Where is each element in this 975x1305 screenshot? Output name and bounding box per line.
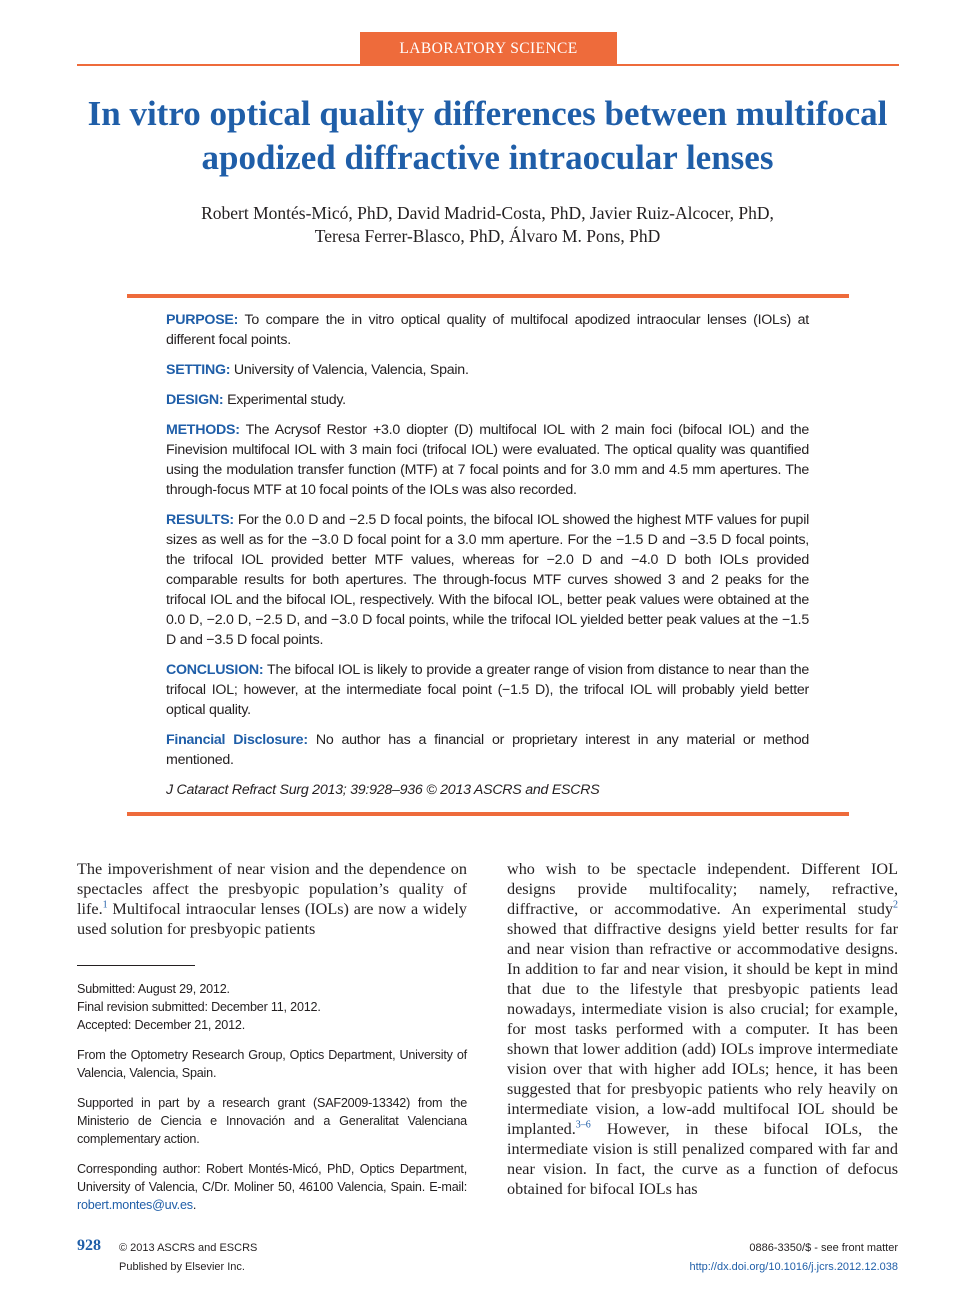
- journal-citation: J Cataract Refract Surg 2013; 39:928–936 © 2013 ASCRS and ESCRS: [166, 782, 600, 798]
- methods-text: The Acrysof Restor +3.0 diopter (D) multifocal IOL with 2 main foci (bifocal IOL) and the Finevision multifocal IOL with 3 main foci (trifocal IOL) were evaluated. The optical quality was quantified using the modulation transfer function (MTF) at 7 focal points and for 3.0 mm and 4.5 mm apertures. The through-focus MTF at 10 focal points of the IOLs was also recorded.: [166, 422, 809, 498]
- accepted-date: Accepted: December 21, 2012.: [77, 1018, 246, 1032]
- abstract-conclusion: [166, 660, 809, 720]
- footer-right: [689, 1239, 898, 1277]
- methods-label: METHODS:: [166, 422, 240, 438]
- purpose-text: To compare the in vitro optical quality of multifocal apodized intraocular lenses (IOLs) at different focal points.: [166, 312, 809, 348]
- affiliation: From the Optometry Research Group, Optics Department, University of Valencia, Valencia, Spain.: [77, 1048, 467, 1080]
- setting-label: SETTING:: [166, 362, 231, 378]
- reference-link-1[interactable]: 1: [102, 899, 108, 911]
- conclusion-label: CONCLUSION:: [166, 662, 264, 678]
- abstract-top-rule: [127, 294, 849, 298]
- submitted-date: Submitted: August 29, 2012.: [77, 982, 230, 996]
- abstract-results: [166, 510, 809, 650]
- authors-line-1: Robert Montés-Micó, PhD, David Madrid-Costa, PhD, Javier Ruiz-Alcocer, PhD,: [201, 203, 774, 223]
- body-left-text-a: The impoverishment of near vision and the dependence on spectacles affect the presbyopic population’s quality of life.: [77, 860, 467, 918]
- abstract-disclosure: [166, 730, 809, 770]
- page-number: 928: [77, 1237, 101, 1254]
- body-column-left: [77, 859, 467, 939]
- abstract: [166, 310, 809, 810]
- body-right-text-b: showed that diffractive designs yield better results for far and near vision than refractive or accommodative designs. In addition to far and near vision, it should be kept in mind that due to the lifestyle that presbyopic patients lead nowadays, intermediate vision is also crucial; for example, for most tasks performed with a computer. It has been shown that lower addition (add) IOLs improve intermediate vision over that with higher add IOLs; hence, it has been suggested that for presbyopic patients who rely heavily on intermediate vision, a low-add multifocal IOL should be implanted.: [507, 920, 898, 1138]
- results-label: RESULTS:: [166, 512, 234, 528]
- corresponding-text: Corresponding author: Robert Montés-Micó, PhD, Optics Department, University of Valencia, C/Dr. Moliner 50, 46100 Valencia, Spain. E-mail:: [77, 1162, 467, 1194]
- corresponding-author: [77, 1160, 467, 1214]
- authors-line-2: Teresa Ferrer-Blasco, PhD, Álvaro M. Pons, PhD: [314, 226, 661, 246]
- abstract-bottom-rule: [127, 812, 849, 816]
- footer-copyright: © 2013 ASCRS and ESCRS: [119, 1242, 258, 1254]
- footer-left: [119, 1239, 257, 1277]
- body-left-text-b: Multifocal intraocular lenses (IOLs) are now a widely used solution for presbyopic patients: [77, 900, 467, 938]
- footer-issn: 0886-3350/$ - see front matter: [749, 1242, 898, 1254]
- body-right-text-c: However, in these bifocal IOLs, the intermediate vision is still penalized compared with far and near vision. In fact, the curve as a function of defocus obtained for bifocal IOLs has: [507, 1120, 898, 1198]
- abstract-purpose: [166, 310, 809, 350]
- footnotes: [77, 980, 467, 1226]
- section-label: LABORATORY SCIENCE: [360, 32, 617, 65]
- purpose-label: PURPOSE:: [166, 312, 239, 328]
- conclusion-text: The bifocal IOL is likely to provide a greater range of vision from distance to near than the trifocal IOL; however, at the intermediate focal point (−1.5 D), the trifocal IOL will probably yield better optical quality.: [166, 662, 809, 718]
- disclosure-text: No author has a financial or proprietary interest in any material or method mentioned.: [166, 732, 809, 768]
- reference-link-3-6[interactable]: 3–6: [575, 1119, 591, 1131]
- design-text: Experimental study.: [223, 392, 346, 408]
- disclosure-label: Financial Disclosure:: [166, 732, 308, 748]
- design-label: DESIGN:: [166, 392, 224, 408]
- body-column-right: [507, 859, 898, 1199]
- abstract-design: [166, 390, 809, 410]
- final-revision-date: Final revision submitted: December 11, 2012.: [77, 1000, 321, 1014]
- reference-link-2[interactable]: 2: [893, 899, 898, 911]
- email-link[interactable]: robert.montes@uv.es: [77, 1198, 193, 1212]
- footnote-rule: [77, 965, 195, 966]
- body-right-text-a: who wish to be spectacle independent. Different IOL designs provide multifocality; namely, refractive, diffractive, or accommodative. An experimental study: [507, 860, 898, 918]
- abstract-methods: [166, 420, 809, 500]
- corresponding-end: .: [192, 1198, 197, 1212]
- results-text: For the 0.0 D and −2.5 D focal points, the bifocal IOL showed the highest MTF values for pupil sizes as well as for the −3.0 D focal point for a 3.0 mm aperture. For the −1.5 D and −3.5 D focal points, the trifocal IOL provided better MTF values, whereas for −2.0 D and −4.0 D both IOLs provided comparable results for both apertures. The through-focus MTF curves showed 3 and 2 peaks for the trifocal IOL and the bifocal IOL, respectively. With the bifocal IOL, better peak values were obtained at the 0.0 D, −2.0 D, −2.5 D, and −3.0 D focal points, while the trifocal IOL yielded better peak values at the −1.5 D and −3.5 D focal points.: [166, 512, 809, 648]
- footer-publisher: Published by Elsevier Inc.: [119, 1261, 245, 1273]
- abstract-setting: [166, 360, 809, 380]
- header-rule: [77, 64, 899, 66]
- doi-link[interactable]: http://dx.doi.org/10.1016/j.jcrs.2012.12.038: [689, 1261, 898, 1273]
- article-title: In vitro optical quality differences between multifocal apodized diffractive intraocular lenses: [87, 94, 888, 177]
- setting-text: University of Valencia, Valencia, Spain.: [230, 362, 469, 378]
- funding-note: Supported in part by a research grant (SAF2009-13342) from the Ministerio de Ciencia e Innovación and a Generalitat Valenciana complementary action.: [77, 1096, 467, 1146]
- author-list: [100, 202, 875, 248]
